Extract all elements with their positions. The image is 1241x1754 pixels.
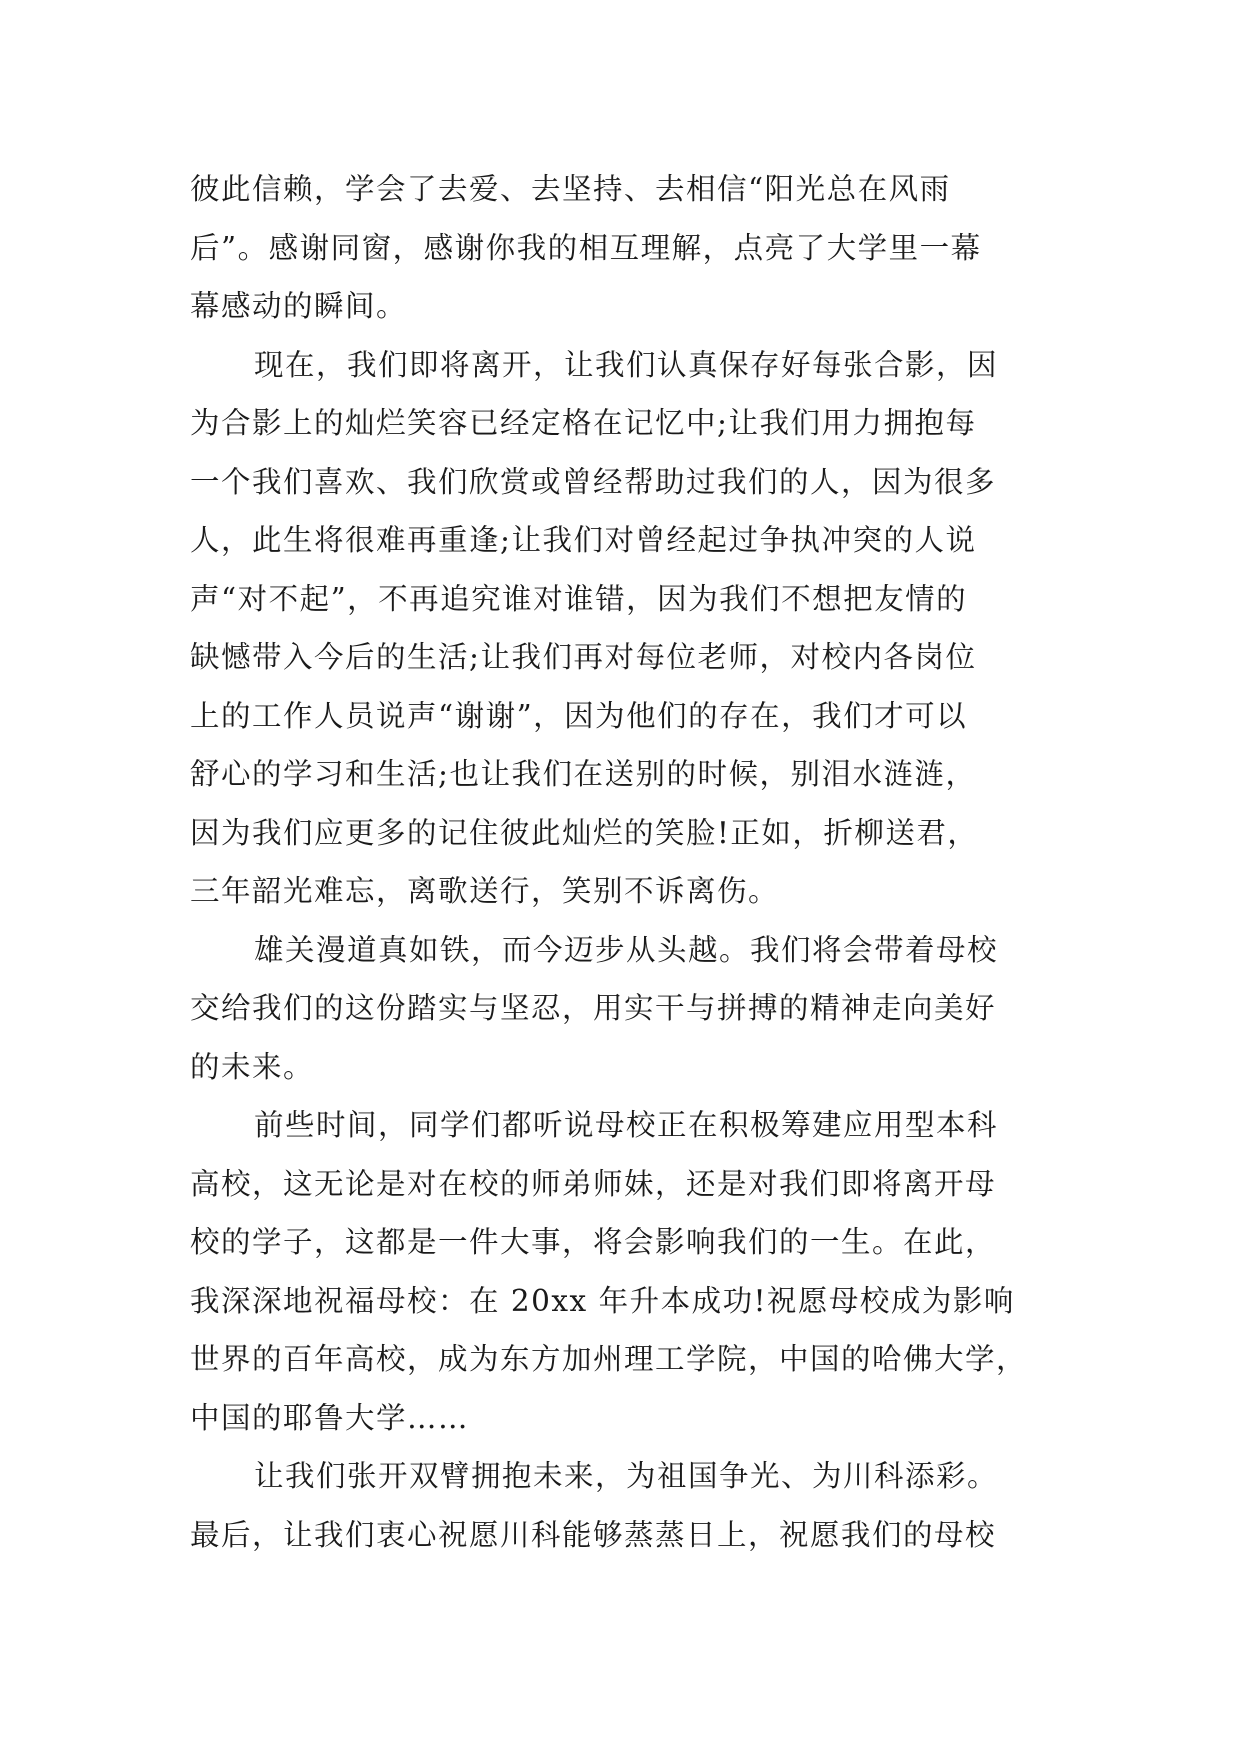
text-line: 一个我们喜欢、我们欣赏或曾经帮助过我们的人，因为很多: [190, 464, 997, 499]
paragraph-first-line: 前些时间，同学们都听说母校正在积极筹建应用型本科: [254, 1108, 999, 1142]
paragraph-first-line: 让我们张开双臂拥抱未来，为祖国争光、为川科添彩。: [254, 1459, 999, 1493]
text-line: 声“对不起”，不再追究谁对谁错，因为我们不想把友情的: [190, 581, 968, 616]
text-line: 上的工作人员说声“谢谢”，因为他们的存在，我们才可以: [190, 698, 968, 733]
text-line: 舒心的学习和生活;也让我们在送别的时候，别泪水涟涟，: [190, 757, 977, 791]
text-line: 校的学子，这都是一件大事，将会影响我们的一生。在此，: [190, 1225, 997, 1259]
document-body: [190, 160, 1070, 1564]
text-line: 为合影上的灿烂笑容已经定格在记忆中;让我们用力拥抱每: [190, 406, 977, 440]
paragraph-first-line: 雄关漫道真如铁，而今迈步从头越。我们将会带着母校: [254, 932, 999, 967]
text-line: 彼此信赖，学会了去爱、去坚持、去相信“阳光总在风雨: [190, 172, 951, 206]
text-line: 世界的百年高校，成为东方加州理工学院，中国的哈佛大学，: [190, 1342, 1028, 1376]
text-line: 中国的耶鲁大学……: [190, 1400, 470, 1435]
text-line: 幕感动的瞬间。: [190, 289, 408, 323]
text-line: 交给我们的这份踏实与坚忍，用实干与拼搏的精神走向美好: [190, 991, 997, 1025]
paragraph-first-line: 现在，我们即将离开，让我们认真保存好每张合影，因: [254, 347, 999, 382]
text-line: 的未来。: [190, 1049, 315, 1084]
text-line: 因为我们应更多的记住彼此灿烂的笑脸!正如，折柳送君，: [190, 815, 979, 850]
text-line: 我深深地祝福母校：在 20xx 年升本成功!祝愿母校成为影响: [190, 1283, 1015, 1318]
text-line: 缺憾带入今后的生活;让我们再对每位老师，对校内各岗位: [190, 640, 977, 674]
text-line: 高校，这无论是对在校的师弟师妹，还是对我们即将离开母: [190, 1166, 997, 1201]
text-line: 最后，让我们衷心祝愿川科能够蒸蒸日上，祝愿我们的母校: [190, 1517, 997, 1552]
text-line: 三年韶光难忘，离歌送行，笑别不诉离伤。: [190, 874, 780, 908]
text-line: 人，此生将很难再重逢;让我们对曾经起过争执冲突的人说: [190, 523, 977, 557]
text-line: 后”。感谢同窗，感谢你我的相互理解，点亮了大学里一幕: [190, 230, 982, 265]
